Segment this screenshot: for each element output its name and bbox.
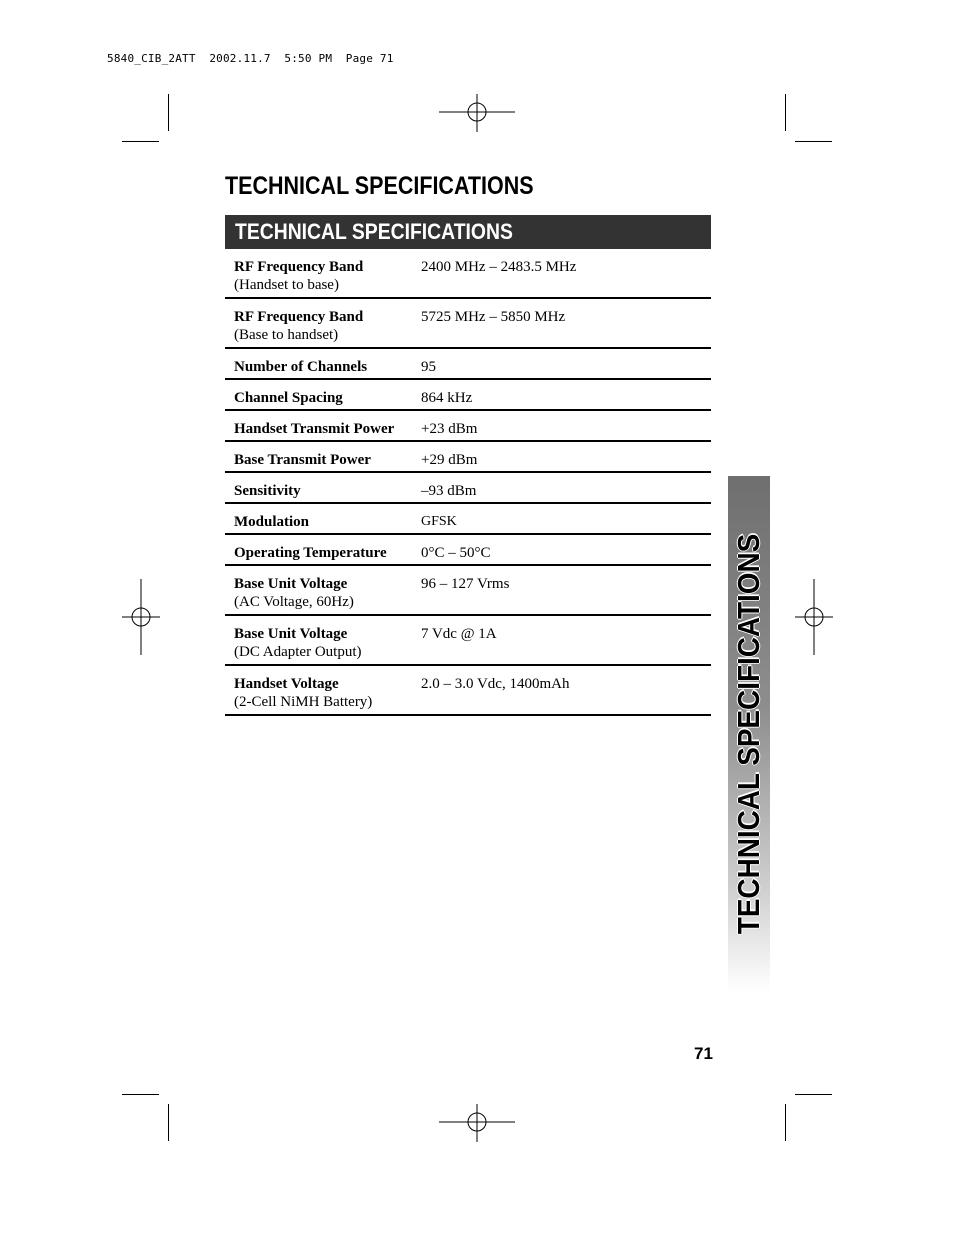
spec-value: 5725 MHz – 5850 MHz bbox=[421, 309, 566, 325]
registration-mark-icon bbox=[122, 579, 160, 655]
side-tab-label: TECHNICAL SPECIFICATIONS bbox=[731, 533, 766, 935]
table-row bbox=[225, 504, 711, 535]
spec-value: GFSK bbox=[421, 514, 457, 529]
table-row bbox=[225, 249, 711, 299]
table-row bbox=[225, 666, 711, 716]
table-title-bar bbox=[225, 215, 711, 249]
page-title: TECHNICAL SPECIFICATIONS bbox=[225, 172, 534, 200]
crop-mark bbox=[168, 1104, 169, 1141]
spec-label-cell bbox=[234, 625, 424, 661]
crop-mark bbox=[122, 1094, 159, 1095]
crop-mark bbox=[785, 1104, 786, 1141]
print-slug: 5840_CIB_2ATT 2002.11.7 5:50 PM Page 71 bbox=[107, 52, 394, 65]
spec-label: Base Unit Voltage bbox=[234, 626, 348, 642]
spec-sublabel: (Handset to base) bbox=[234, 277, 339, 293]
table-row bbox=[225, 473, 711, 504]
spec-value: 2400 MHz – 2483.5 MHz bbox=[421, 259, 577, 275]
spec-value: 95 bbox=[421, 359, 436, 375]
table-row bbox=[225, 535, 711, 566]
registration-mark-icon bbox=[439, 94, 515, 132]
spec-value: 7 Vdc @ 1A bbox=[421, 626, 497, 642]
spec-value: 96 – 127 Vrms bbox=[421, 576, 510, 592]
spec-label-cell bbox=[234, 308, 424, 344]
spec-label-cell bbox=[234, 389, 424, 407]
table-row bbox=[225, 299, 711, 349]
registration-mark-icon bbox=[795, 579, 833, 655]
spec-label: Handset Transmit Power bbox=[234, 421, 395, 437]
table-row bbox=[225, 616, 711, 666]
spec-label-cell bbox=[234, 544, 424, 562]
table-row bbox=[225, 411, 711, 442]
spec-value: +23 dBm bbox=[421, 421, 478, 437]
spec-label-cell bbox=[234, 420, 424, 438]
spec-label-cell bbox=[234, 482, 424, 500]
spec-label: Operating Temperature bbox=[234, 545, 387, 561]
spec-label: Channel Spacing bbox=[234, 390, 343, 406]
spec-label: Number of Channels bbox=[234, 359, 368, 375]
table-row bbox=[225, 442, 711, 473]
spec-label: Handset Voltage bbox=[234, 676, 339, 692]
page-number: 71 bbox=[694, 1044, 713, 1063]
spec-label-cell bbox=[234, 575, 424, 611]
spec-value: +29 dBm bbox=[421, 452, 478, 468]
spec-label-cell bbox=[234, 451, 424, 469]
spec-label: RF Frequency Band bbox=[234, 309, 364, 325]
spec-sublabel: (DC Adapter Output) bbox=[234, 644, 362, 660]
spec-value: 864 kHz bbox=[421, 390, 473, 406]
table-row bbox=[225, 380, 711, 411]
spec-table bbox=[225, 249, 711, 716]
registration-mark-icon bbox=[439, 1104, 515, 1142]
spec-label: Sensitivity bbox=[234, 483, 301, 499]
spec-sublabel: (AC Voltage, 60Hz) bbox=[234, 594, 354, 610]
crop-mark bbox=[795, 141, 832, 142]
table-row bbox=[225, 566, 711, 616]
spec-label: Modulation bbox=[234, 514, 310, 530]
spec-label-cell bbox=[234, 513, 424, 531]
spec-label-cell bbox=[234, 358, 424, 376]
spec-sublabel: (Base to handset) bbox=[234, 327, 339, 343]
crop-mark bbox=[795, 1094, 832, 1095]
spec-value: 0°C – 50°C bbox=[421, 545, 491, 561]
crop-mark bbox=[168, 94, 169, 131]
spec-label: RF Frequency Band bbox=[234, 259, 364, 275]
spec-label: Base Unit Voltage bbox=[234, 576, 348, 592]
crop-mark bbox=[122, 141, 159, 142]
table-row bbox=[225, 349, 711, 380]
spec-label: Base Transmit Power bbox=[234, 452, 371, 468]
spec-label-cell bbox=[234, 258, 424, 294]
table-title: TECHNICAL SPECIFICATIONS bbox=[235, 219, 513, 244]
spec-sublabel: (2-Cell NiMH Battery) bbox=[234, 694, 373, 710]
spec-label-cell bbox=[234, 675, 424, 711]
spec-value: –93 dBm bbox=[421, 483, 477, 499]
spec-value: 2.0 – 3.0 Vdc, 1400mAh bbox=[421, 676, 570, 692]
crop-mark bbox=[785, 94, 786, 131]
side-section-tab bbox=[728, 476, 770, 992]
